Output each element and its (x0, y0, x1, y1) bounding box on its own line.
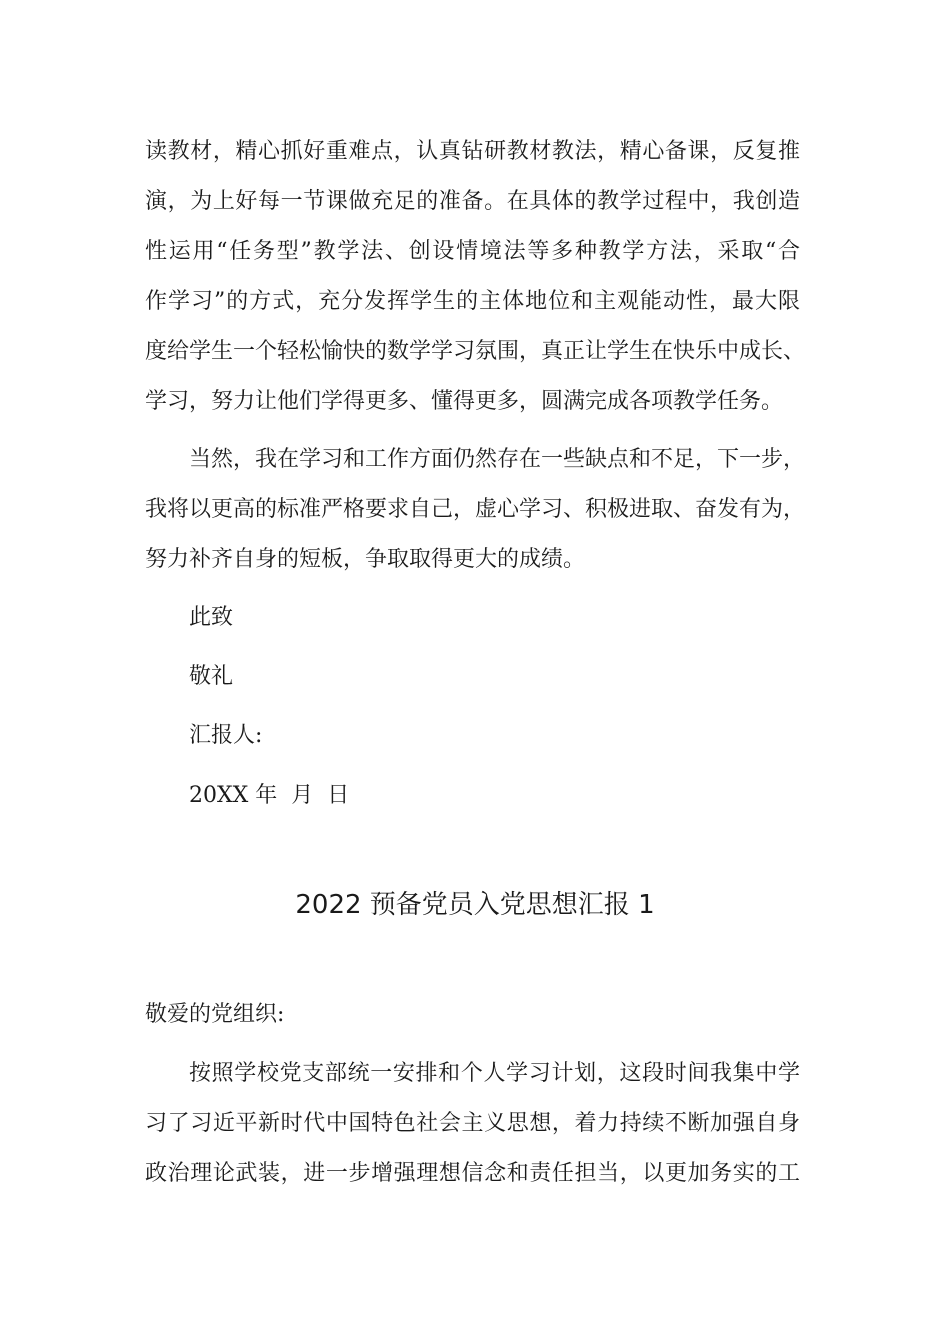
greeting-line: 敬爱的党组织: (145, 1002, 285, 1027)
salutation-line: 此致 (189, 605, 234, 630)
paragraph-line: 按照学校党支部统一安排和个人学习计划，这段时间我集中学 (189, 1061, 800, 1086)
paragraph-line: 读教材，精心抓好重难点，认真钻研教材教法，精心备课，反复推 (145, 139, 800, 164)
paragraph-line: 习了习近平新时代中国特色社会主义思想，着力持续不断加强自身 (145, 1111, 800, 1136)
section-title: 2022 预备党员入党思想汇报 1 (295, 890, 655, 920)
reporter-label: 汇报人: (189, 723, 263, 748)
paragraph-line: 学习，努力让他们学得更多、懂得更多，圆满完成各项教学任务。 (145, 389, 784, 414)
date-line: 20XX 年 月 日 (189, 783, 350, 808)
salutation-line: 敬礼 (189, 664, 234, 689)
paragraph-line: 性运用“任务型”教学法、创设情境法等多种教学方法，采取“合 (145, 239, 800, 264)
paragraph-line: 努力补齐自身的短板，争取取得更大的成绩。 (145, 547, 586, 572)
paragraph-line: 当然，我在学习和工作方面仍然存在一些缺点和不足，下一步， (189, 447, 806, 472)
paragraph-line: 作学习”的方式，充分发挥学生的主体地位和主观能动性，最大限 (145, 289, 800, 314)
paragraph-line: 度给学生一个轻松愉快的数学学习氛围，真正让学生在快乐中成长、 (145, 339, 806, 364)
paragraph-line: 演，为上好每一节课做充足的准备。在具体的教学过程中，我创造 (145, 189, 800, 214)
paragraph-line: 政治理论武装，进一步增强理想信念和责任担当，以更加务实的工 (145, 1161, 800, 1186)
paragraph-line: 我将以更高的标准严格要求自己，虚心学习、积极进取、奋发有为， (145, 497, 806, 522)
